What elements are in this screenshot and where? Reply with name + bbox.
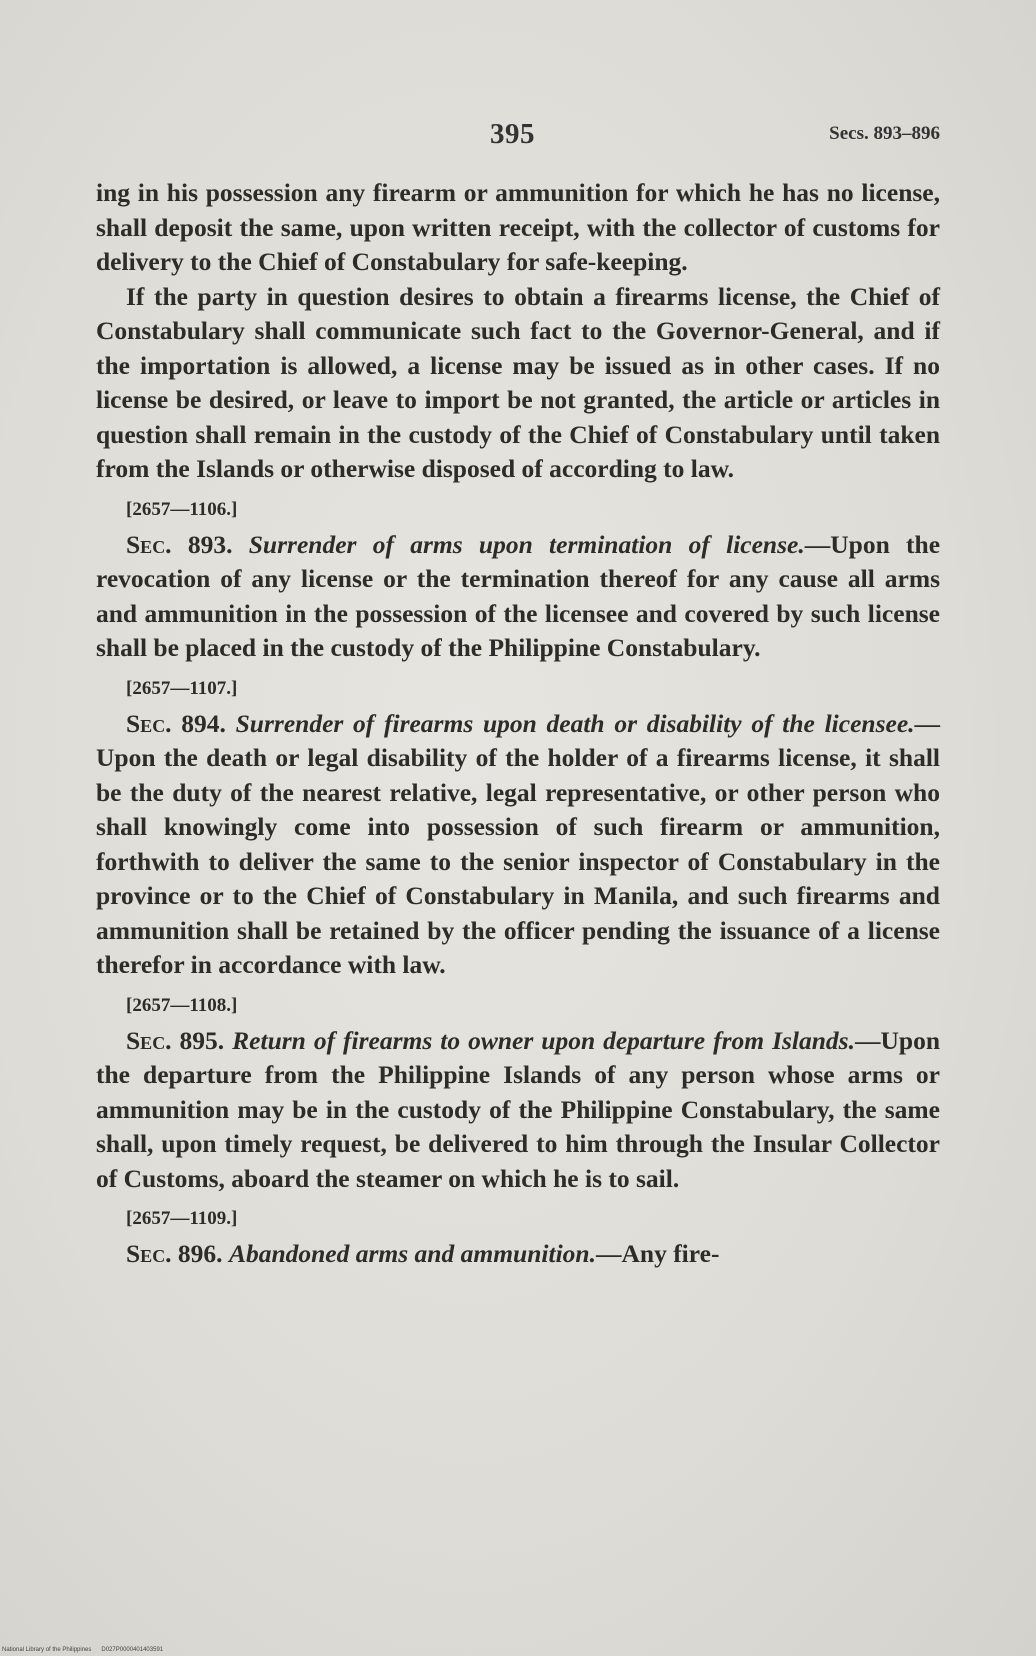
section-label: Sec. 893.: [126, 529, 233, 559]
section-label: Sec. 895.: [126, 1025, 225, 1055]
section-text: —Any fire-: [595, 1239, 720, 1268]
running-head-sections: Secs. 893–896: [829, 123, 940, 144]
section-caption: Return of firearms to owner upon departure from Islands.: [232, 1025, 855, 1055]
section-893: [96, 528, 940, 666]
page-number: 395: [490, 118, 535, 150]
paragraph-continued: ing in his possession any firearm or ammunition for which he has no license, shall deposit the same, upon written receipt, with the collector of customs for delivery to the Chief of Constabulary for safe-keeping.: [96, 178, 940, 276]
section-895: [96, 1024, 940, 1197]
section-label: Sec. 896.: [126, 1239, 223, 1268]
footer-id: D027P0000401403591: [101, 1647, 164, 1653]
footer-library: National Library of the Philippines: [2, 1647, 92, 1653]
body-text: [96, 176, 940, 1272]
citation-1107: [2657—1107.]: [126, 677, 238, 699]
section-text: —Upon the death or legal disability of the holder of a firearms license, it shall be the duty of the nearest relative, legal representative, or other person who shall knowingly come into possession of such firearm or ammunition, forthwith to deliver the same to the senior inspector of Constabulary in the province or to the Chief of Constabulary in Manila, and such firearms and ammunition shall be retained by the officer pending the issuance of a license therefor in accordance with law.: [96, 708, 941, 979]
page-header: [96, 118, 940, 158]
section-caption: Surrender of firearms upon death or disability of the licensee.: [235, 708, 915, 738]
scan-footer: [2, 1647, 163, 1653]
section-text: —Upon the revocation of any license or the termination thereof for any cause all arms and ammunition in the possession of the licensee and covered by such license shall be placed in the custody of the Philippine Constabulary.: [96, 529, 941, 662]
section-text: —Upon the departure from the Philippine Islands of any person whose arms or ammunition may be in the custody of the Philippine Constabulary, the same shall, upon timely request, be delivered to him through the Insular Collector of Customs, aboard the steamer on which he is to sail.: [96, 1025, 941, 1193]
paragraph-firearms-license: If the party in question desires to obtain a firearms license, the Chief of Constabulary shall communicate such fact to the Governor-General, and if the importation is allowed, a license may be issued as in other cases. If no license be desired, or leave to import be not granted, the article or articles in question shall remain in the custody of the Chief of Constabulary until taken from the Islands or otherwise disposed of according to law.: [96, 281, 940, 483]
citation-1108: [2657—1108.]: [126, 994, 238, 1016]
citation-1106: [2657—1106.]: [126, 498, 238, 520]
citation-1109: [2657—1109.]: [126, 1208, 238, 1229]
section-894: [96, 707, 940, 983]
section-label: Sec. 894.: [126, 708, 226, 738]
section-caption: Abandoned arms and ammunition.: [228, 1239, 596, 1268]
section-896: [96, 1237, 940, 1272]
section-caption: Surrender of arms upon termination of license.: [248, 529, 805, 559]
